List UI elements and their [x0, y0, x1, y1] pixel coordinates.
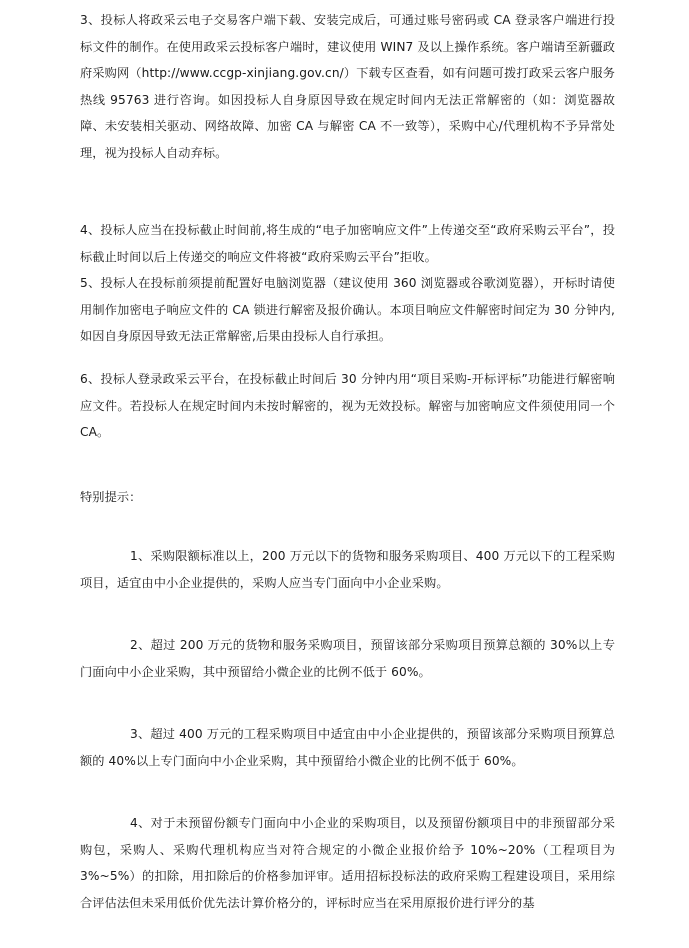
special-tip-2: 2、超过 200 万元的货物和服务采购项目，预留该部分采购项目预算总额的 30%以上专门面向中小企业采购，其中预留给小微企业的比例不低于 60%。 [80, 638, 615, 679]
paragraph-item-3: 3、投标人将政采云电子交易客户端下载、安装完成后，可通过账号密码或 CA 登录客户端进行投标文件的制作。在使用政采云投标客户端时，建议使用 WIN7 及以上操作系统。客户端请至新疆政府采购网（http://www.ccgp-xinjiang.gov.cn/）下载专区查看，如有问题可拨打政采云客户服务热线 95763 进行咨询。如因投标人自身原因导致在规定时间内无法正常解密的（如：浏览器故障、未安装相关驱动、网络故障、加密 CA 与解密 CA 不一致等），采购中心/代理机构不予异常处理，视为投标人自动弃标。 [80, 13, 615, 160]
special-tips-heading: 特别提示： [80, 490, 142, 504]
paragraph-item-5: 5、投标人在投标前须提前配置好电脑浏览器（建议使用 360 浏览器或谷歌浏览器），开标时请使用制作加密电子响应文件的 CA 锁进行解密及报价确认。本项目响应文件解密时间定为 30 分钟内,如因自身原因导致无法正常解密,后果由投标人自行承担。 [80, 276, 615, 343]
special-tip-1: 1、采购限额标准以上，200 万元以下的货物和服务采购项目、400 万元以下的工程采购项目，适宜由中小企业提供的，采购人应当专门面向中小企业采购。 [80, 549, 615, 590]
paragraph-item-6: 6、投标人登录政采云平台，在投标截止时间后 30 分钟内用“项目采购-开标评标”功能进行解密响应文件。若投标人在规定时间内未按时解密的，视为无效投标。解密与加密响应文件须使用同一个 CA。 [80, 372, 615, 439]
special-tip-4: 4、对于未预留份额专门面向中小企业的采购项目，以及预留份额项目中的非预留部分采购包，采购人、采购代理机构应当对符合规定的小微企业报价给予 10%~20%（工程项目为 3%~5%）的扣除，用扣除后的价格参加评审。适用招标投标法的政府采购工程建设项目，采用综合评估法但未采用低价优先法计算价格分的，评标时应当在采用原报价进行评分的基 [80, 816, 615, 910]
paragraph-item-4: 4、投标人应当在投标截止时间前,将生成的“电子加密响应文件”上传递交至“政府采购云平台”，投标截止时间以后上传递交的响应文件将被“政府采购云平台”拒收。 [80, 223, 615, 264]
special-tip-3: 3、超过 400 万元的工程采购项目中适宜由中小企业提供的，预留该部分采购项目预算总额的 40%以上专门面向中小企业采购，其中预留给小微企业的比例不低于 60%。 [80, 727, 615, 768]
